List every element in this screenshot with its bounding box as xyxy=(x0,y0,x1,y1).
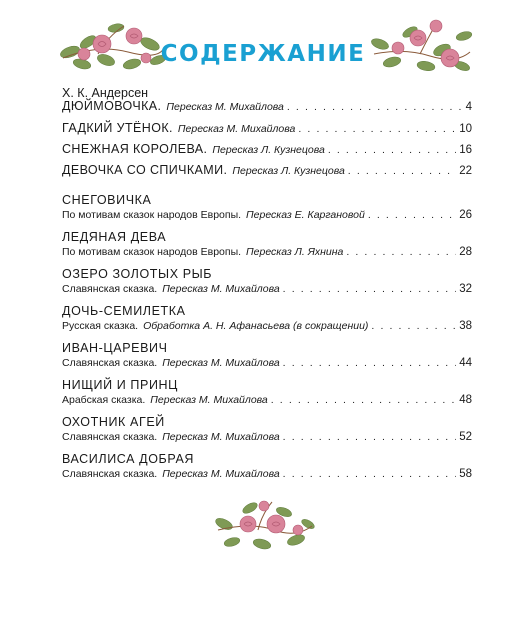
entry-source: Славянская сказка. xyxy=(62,431,158,443)
entry-page: 38 xyxy=(459,320,472,332)
entry-title: ДЮЙМОВОЧКА. xyxy=(62,99,162,113)
entry-credit: Пересказ Л. Кузнецова xyxy=(232,165,345,177)
leader-dots xyxy=(283,357,457,369)
entry-credit: Пересказ М. Михайлова xyxy=(177,123,296,135)
entry-source: Славянская сказка. xyxy=(62,357,158,369)
entry-credit: Пересказ М. Михайлова xyxy=(150,394,268,406)
leader-dots xyxy=(271,394,456,406)
entry-title: СНЕЖНАЯ КОРОЛЕВА. xyxy=(62,142,208,156)
entry-credit: Обработка А. Н. Афанасьева (в сокращении) xyxy=(143,320,369,332)
entry-source: Арабская сказка. xyxy=(62,394,146,406)
leader-dots xyxy=(283,431,457,443)
entry-credit: Пересказ Л. Яхнина xyxy=(246,246,344,258)
entry-page: 22 xyxy=(459,165,472,177)
entry-source: Славянская сказка. xyxy=(62,283,158,295)
entry-title: ДОЧЬ-СЕМИЛЕТКА xyxy=(62,304,186,318)
toc-entry[interactable] xyxy=(62,415,472,443)
entry-title: ИВАН-ЦАРЕВИЧ xyxy=(62,341,168,355)
leader-dots xyxy=(348,165,456,177)
toc-entry[interactable] xyxy=(62,267,472,295)
toc-entry[interactable] xyxy=(62,163,472,182)
entry-page: 44 xyxy=(459,357,472,369)
toc-entry[interactable] xyxy=(62,378,472,406)
entry-page: 26 xyxy=(459,209,472,221)
entry-title: НИЩИЙ И ПРИНЦ xyxy=(62,378,179,392)
toc-entry[interactable] xyxy=(62,304,472,332)
page-title: СОДЕРЖАНИЕ xyxy=(160,41,366,67)
toc-entry[interactable] xyxy=(62,99,472,117)
entry-page: 28 xyxy=(459,246,472,258)
leader-dots xyxy=(328,144,456,156)
entry-page: 32 xyxy=(459,283,472,295)
entry-page: 10 xyxy=(459,123,472,135)
leader-dots xyxy=(298,123,456,135)
entry-title: ОХОТНИК АГЕЙ xyxy=(62,415,165,429)
entry-credit: Пересказ М. Михайлова xyxy=(166,101,284,113)
entry-source: По мотивам сказок народов Европы. xyxy=(62,209,242,221)
entry-credit: Пересказ М. Михайлова xyxy=(162,431,280,443)
entry-credit: Пересказ Л. Кузнецова xyxy=(212,144,325,156)
leader-dots xyxy=(371,320,456,332)
toc-entry[interactable] xyxy=(62,142,472,161)
toc-entry[interactable] xyxy=(62,193,472,221)
entry-source: Славянская сказка. xyxy=(62,468,158,480)
entry-credit: Пересказ М. Михайлова xyxy=(162,357,280,369)
leader-dots xyxy=(346,246,456,258)
entry-source: По мотивам сказок народов Европы. xyxy=(62,246,242,258)
entry-title: ГАДКИЙ УТЁНОК. xyxy=(62,121,173,135)
author-name: Х. К. Андерсен xyxy=(62,86,149,100)
entry-title: ДЕВОЧКА СО СПИЧКАМИ. xyxy=(62,163,228,177)
entry-page: 48 xyxy=(459,394,472,406)
table-of-contents xyxy=(62,99,472,480)
entry-page: 16 xyxy=(459,144,472,156)
leader-dots xyxy=(283,283,457,295)
entry-credit: Пересказ М. Михайлова xyxy=(162,283,280,295)
toc-entry[interactable] xyxy=(62,341,472,369)
entry-credit: Пересказ М. Михайлова xyxy=(162,468,280,480)
leader-dots xyxy=(368,209,456,221)
leader-dots xyxy=(287,101,463,113)
entry-title: ОЗЕРО ЗОЛОТЫХ РЫБ xyxy=(62,267,213,281)
entry-source: Русская сказка. xyxy=(62,320,139,332)
rose-bottom-illustration xyxy=(212,494,316,556)
entry-page: 58 xyxy=(459,468,472,480)
toc-entry[interactable] xyxy=(62,121,472,140)
entry-title: ЛЕДЯНАЯ ДЕВА xyxy=(62,230,167,244)
entry-page: 52 xyxy=(459,431,472,443)
entry-title: ВАСИЛИСА ДОБРАЯ xyxy=(62,452,195,466)
toc-entry[interactable] xyxy=(62,230,472,258)
entry-credit: Пересказ Е. Каргановой xyxy=(246,209,365,221)
leader-dots xyxy=(283,468,457,480)
entry-title: СНЕГОВИЧКА xyxy=(62,193,152,207)
entry-page: 4 xyxy=(465,101,472,113)
toc-entry[interactable] xyxy=(62,452,472,480)
